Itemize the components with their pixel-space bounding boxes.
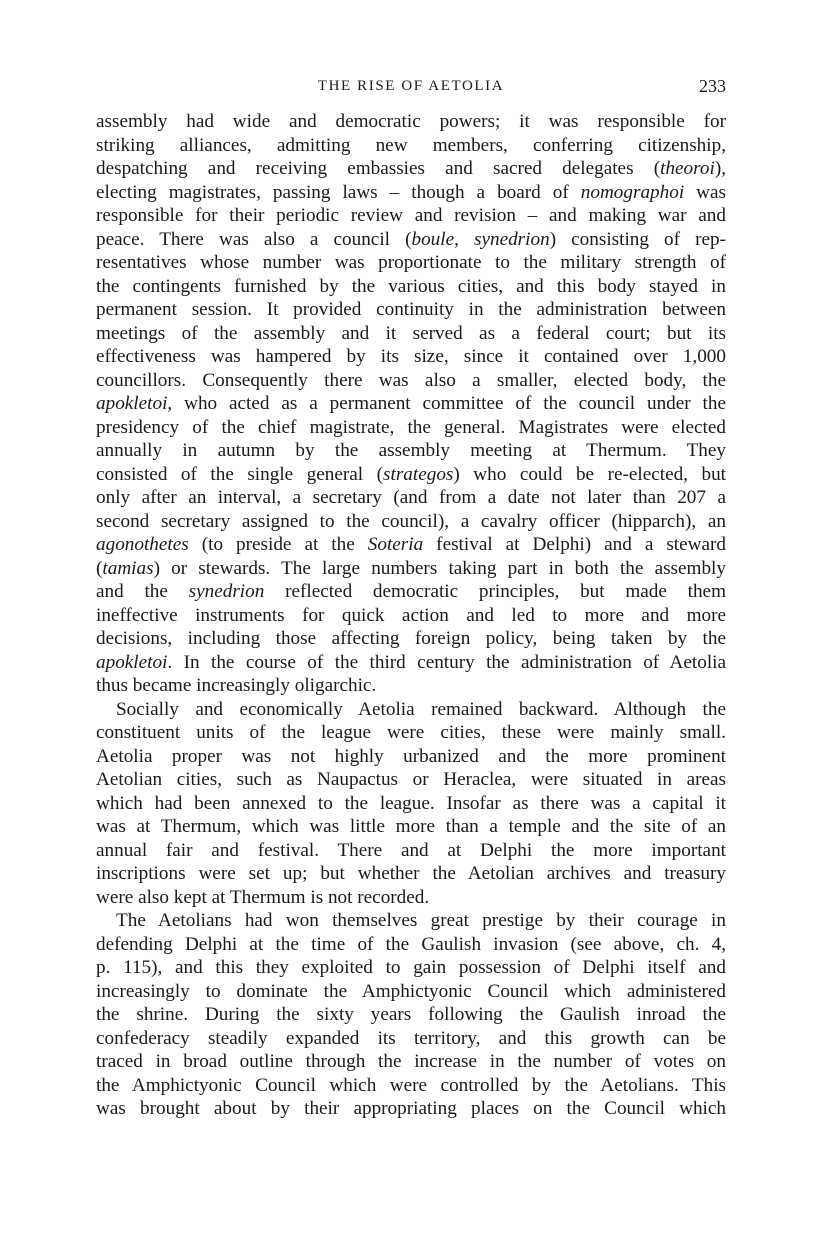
text-line: the contingents furnished by the various cities, and this body stayed in [96,275,726,297]
text-line: the Amphictyonic Council which were controlled by the Aetolians. This [96,1074,726,1096]
text-line: The Aetolians had won themselves great prestige by their courage in [116,910,726,931]
book-page [96,0,726,1254]
text-line: and the synedrion reflected democratic principles, but made them [96,581,726,602]
paragraph [96,909,726,1121]
text-line: meetings of the assembly and it served as a federal court; but its [96,322,726,344]
italic-term: synedrion [474,228,550,250]
text-line: resentatives whose number was proportionate to the military strength of [96,252,726,273]
text-line: annually in autumn by the assembly meeting at Thermum. They [96,440,726,461]
text-line: annual fair and festival. There and at Delphi the more important [96,839,726,861]
text-line: responsible for their periodic review and revision – and making war and [96,205,726,226]
italic-term: tamias [102,557,154,579]
text-line: electing magistrates, passing laws – though a board of nomographoi was [96,181,726,203]
text-line: decisions, including those affecting foreign policy, being taken by the [96,628,726,649]
text-line: which had been annexed to the league. Insofar as there was a capital it [96,792,726,814]
page-header [96,74,726,100]
italic-term: Soteria [367,534,424,555]
text-line: inscriptions were set up; but whether the Aetolian archives and treasury [96,863,726,884]
text-line: peace. There was also a council (boule, synedrion) consisting of rep- [96,228,726,250]
text-line: apokletoi. In the course of the third century the administration of Aetolia [96,651,726,673]
text-line: permanent session. It provided continuity in the administration between [96,299,726,320]
text-line: despatching and receiving embassies and sacred delegates (theoroi), [96,158,726,179]
text-line: Aetolian cities, such as Naupactus or Heraclea, were situated in areas [96,769,726,790]
text-line: the shrine. During the sixty years following the Gaulish inroad the [96,1004,726,1025]
text-line: constituent units of the league were cities, these were mainly small. [96,722,726,743]
paragraph [96,698,726,910]
text-line: councillors. Consequently there was also a smaller, elected body, the [96,369,726,391]
text-line: only after an interval, a secretary (and from a date not later than 207 a [96,487,726,508]
text-line: striking alliances, admitting new members, conferring citizenship, [96,134,726,156]
text-line: agonothetes (to preside at the Soteria festival at Delphi) and a steward [96,534,726,555]
page-number: 233 [699,76,726,96]
italic-term: apokletoi [96,651,168,673]
text-line: Socially and economically Aetolia remained backward. Although the [116,698,726,720]
italic-term: theoroi [660,158,715,179]
italic-term: boule [411,228,455,250]
text-line: was at Thermum, which was little more than a temple and the site of an [96,816,726,837]
text-line: traced in broad outline through the increase in the number of votes on [96,1051,726,1072]
text-line: Aetolia proper was not highly urbanized and the more prominent [96,745,726,767]
italic-term: apokletoi [96,393,168,414]
body-text [96,110,726,1121]
italic-term: nomographoi [580,181,685,203]
text-line: defending Delphi at the time of the Gaulish invasion (see above, ch. 4, [96,933,726,955]
text-line: increasingly to dominate the Amphictyonic Council which administered [96,980,726,1002]
italic-term: agonothetes [96,534,189,555]
text-line: ineffective instruments for quick action and led to more and more [96,604,726,626]
text-line: p. 115), and this they exploited to gain possession of Delphi itself and [96,957,726,978]
text-line: were also kept at Thermum is not recorded. [96,886,430,908]
italic-term: synedrion [188,581,265,602]
text-line: thus became increasingly oligarchic. [96,675,377,696]
italic-term: strategos [383,463,454,485]
text-line: assembly had wide and democratic powers; it was responsible for [96,111,726,132]
text-line: was brought about by their appropriating places on the Council which [96,1098,726,1119]
text-line: effectiveness was hampered by its size, since it contained over 1,000 [96,346,726,367]
text-line: presidency of the chief magistrate, the general. Magistrates were elected [96,416,726,438]
text-line: (tamias) or stewards. The large numbers taking part in both the assembly [96,557,726,579]
running-title: THE RISE OF AETOLIA [317,78,505,94]
paragraph [96,110,726,698]
text-line: second secretary assigned to the council), a cavalry officer (hipparch), an [96,510,726,532]
text-line: consisted of the single general (strategos) who could be re-elected, but [96,463,726,485]
text-line: apokletoi, who acted as a permanent committee of the council under the [96,393,726,414]
text-line: confederacy steadily expanded its territory, and this growth can be [96,1027,726,1049]
